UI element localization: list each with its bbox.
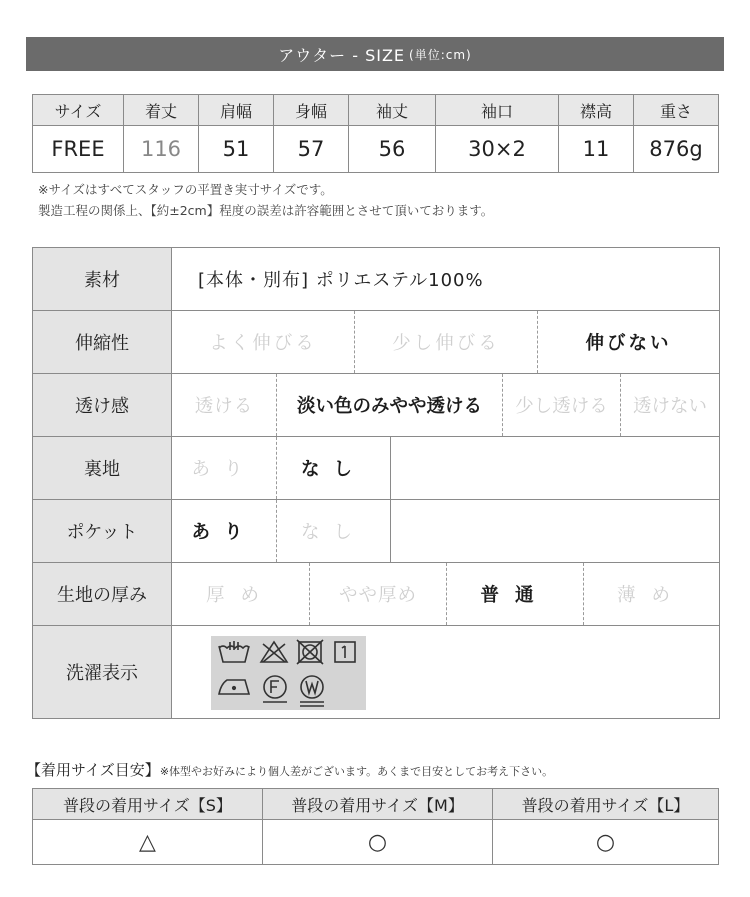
note-tolerance: 製造工程の関係上、【約±2cm】程度の誤差は許容範囲とさせて頂いております。: [38, 203, 494, 218]
fit-header-s: 普段の着用サイズ【S】: [33, 789, 263, 820]
size-table: [32, 94, 719, 173]
fit-mark-l: ○: [493, 820, 719, 865]
label-thickness: 生地の厚み: [33, 563, 172, 625]
stretch-high: よく伸びる: [172, 311, 355, 373]
lining-yes: あり: [172, 437, 277, 499]
label-sheer: 透け感: [33, 374, 172, 436]
thickness-thick: 厚め: [172, 563, 310, 625]
pocket-yes: あり: [172, 500, 277, 562]
thickness-thin: 薄め: [616, 585, 686, 606]
size-unit: (単位:cm): [409, 47, 472, 62]
pocket-empty: [391, 500, 719, 562]
label-stretch: 伸縮性: [33, 311, 172, 373]
note-measure: ※サイズはすべてスタッフの平置き実寸サイズです。: [38, 182, 333, 197]
label-pocket: ポケット: [33, 500, 172, 562]
header-size: サイズ: [33, 95, 124, 126]
thickness-slightly-thick: やや厚め: [310, 563, 447, 625]
fit-table-row: [33, 820, 719, 865]
lining-no: なし: [277, 437, 391, 499]
care-symbols: [211, 636, 366, 710]
header-weight: 重さ: [634, 95, 719, 126]
cell-length: 116: [124, 126, 199, 173]
size-title-bar: [26, 37, 724, 71]
label-care: 洗濯表示: [33, 626, 172, 718]
fit-header-m: 普段の着用サイズ【M】: [263, 789, 493, 820]
sheer-light-only: 淡い色のみやや透ける: [277, 374, 503, 436]
stretch-none: 伸びない: [585, 333, 672, 354]
sheer-yes: 透ける: [172, 374, 277, 436]
header-cuff: 袖口: [436, 95, 559, 126]
size-title: アウター - SIZE: [278, 45, 406, 65]
fit-mark-s: △: [33, 820, 263, 865]
cell-sleeve: 56: [349, 126, 436, 173]
label-material: 素材: [33, 248, 172, 310]
label-lining: 裏地: [33, 437, 172, 499]
fit-heading-row: [26, 759, 553, 780]
material-value: [本体・別布] ポリエステル100%: [198, 270, 484, 291]
hand-wash-icon: [219, 641, 249, 662]
header-length: 着丈: [124, 95, 199, 126]
fit-heading: 【着用サイズ目安】: [26, 761, 160, 779]
spec-row-care: [33, 626, 719, 718]
no-bleach-icon: [261, 642, 287, 662]
care-label-image: [211, 636, 366, 710]
cell-weight: 876g: [634, 126, 719, 173]
size-table-header: [33, 95, 719, 126]
fit-note: ※体型やお好みにより個人差がございます。あくまで目安としてお考え下さい。: [159, 765, 554, 778]
header-collar: 襟高: [559, 95, 634, 126]
header-shoulder: 肩幅: [199, 95, 274, 126]
cell-size: FREE: [33, 126, 124, 173]
spec-row-lining: [33, 437, 719, 500]
fit-mark-m: ○: [263, 820, 493, 865]
iron-icon: [219, 680, 249, 694]
thickness-normal: 普通: [447, 563, 584, 625]
spec-row-stretch: [33, 311, 719, 374]
spec-table: [32, 247, 720, 719]
header-chest: 身幅: [274, 95, 349, 126]
spec-row-thickness: [33, 563, 719, 626]
spec-row-material: [33, 248, 719, 311]
no-tumble-dry-icon: [297, 640, 323, 664]
pocket-no: なし: [277, 500, 391, 562]
fit-table: [32, 788, 719, 865]
dry-clean-f-icon: [263, 676, 287, 702]
spec-row-pocket: [33, 500, 719, 563]
wet-clean-w-icon: [300, 676, 324, 706]
spec-row-sheer: [33, 374, 719, 437]
cell-cuff: 30×2: [436, 126, 559, 173]
lining-empty: [391, 437, 719, 499]
header-sleeve: 袖丈: [349, 95, 436, 126]
cell-collar: 11: [559, 126, 634, 173]
size-table-row: [33, 126, 719, 173]
stretch-low: 少し伸びる: [355, 311, 538, 373]
fit-header-l: 普段の着用サイズ【L】: [493, 789, 719, 820]
sheer-no: 透けない: [632, 396, 707, 417]
cell-shoulder: 51: [199, 126, 274, 173]
cell-chest: 57: [274, 126, 349, 173]
sheer-slight: 少し透ける: [503, 374, 621, 436]
fit-table-header: [33, 789, 719, 820]
line-dry-icon: [335, 642, 355, 662]
